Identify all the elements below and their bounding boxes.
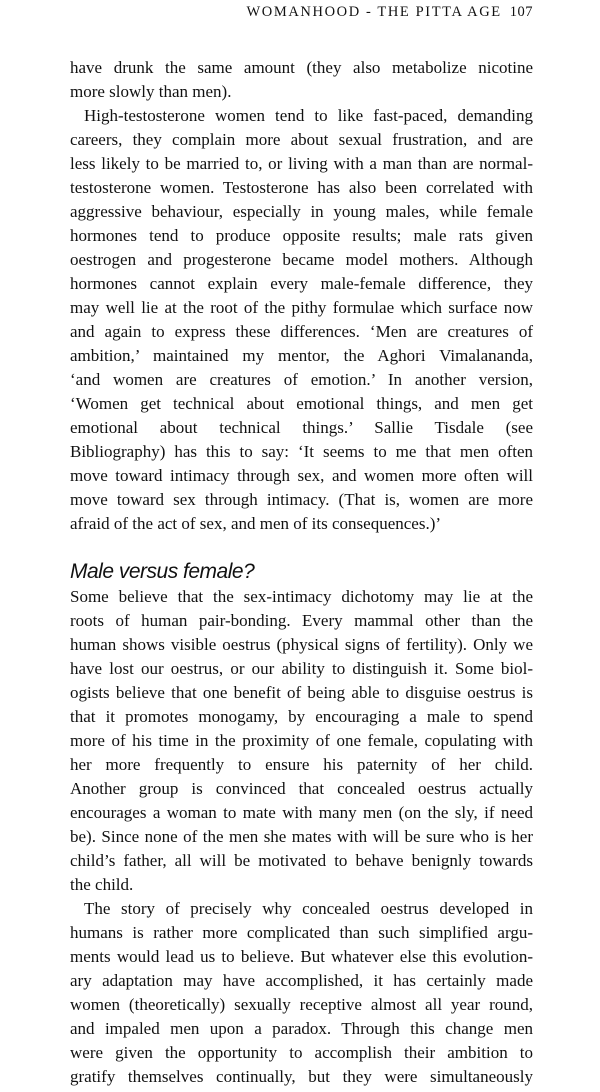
text-line: Bibliography) has this to say: ‘It seems to me that men often	[70, 442, 533, 461]
paragraph	[70, 104, 533, 536]
running-header	[247, 4, 534, 21]
text-line: may well lie at the root of the pithy formulae which surface now	[70, 298, 533, 317]
text-line: ogists believe that one benefit of being able to disguise oestrus is	[70, 683, 533, 702]
text-line: and again to express these differences. ‘Men are creatures of	[70, 322, 533, 341]
text-line: roots of human pair-bonding. Every mammal other than the	[70, 611, 533, 630]
text-line: testosterone women. Testosterone has also been correlated with	[70, 178, 533, 197]
text-line: and impaled men upon a paradox. Through this change men	[70, 1019, 533, 1038]
text-line: have drunk the same amount (they also metabolize nicotine	[70, 58, 533, 77]
text-line: emotional about technical things.’ Sallie Tisdale (see	[70, 418, 533, 437]
text-line: women (theoretically) sexually receptive almost all year round,	[70, 995, 533, 1014]
text-line: High-testosterone women tend to like fast-paced, demanding	[84, 106, 533, 125]
text-line: ambition,’ maintained my mentor, the Aghori Vimalananda,	[70, 346, 533, 365]
text-line: move toward sex through intimacy. (That is, women are more	[70, 490, 533, 509]
text-line: hormones cannot explain every male-female difference, they	[70, 274, 533, 293]
text-line: less likely to be married to, or living with a man than are normal-	[70, 154, 533, 173]
paragraph	[70, 897, 533, 1089]
text-line: ‘and women are creatures of emotion.’ In another version,	[70, 370, 533, 389]
text-line: afraid of the act of sex, and men of its consequences.)’	[70, 514, 442, 533]
text-line: be). Since none of the men she mates with will be sure who is her	[70, 827, 533, 846]
body-text-top	[70, 56, 533, 536]
text-line: gratify themselves continually, but they were simultaneously	[70, 1067, 533, 1086]
text-line: ‘Women get technical about emotional things, and men get	[70, 394, 533, 413]
text-line: child’s father, all will be motivated to behave benignly towards	[70, 851, 533, 870]
page-number: 107	[509, 4, 533, 20]
text-line: Another group is convinced that concealed oestrus actually	[70, 779, 533, 798]
text-line: hormones tend to produce opposite results; male rats given	[70, 226, 533, 245]
section-heading: Male versus female?	[70, 560, 255, 583]
text-line: ments would lead us to believe. But whatever else this evolution-	[70, 947, 533, 966]
text-line: more slowly than men).	[70, 82, 232, 101]
text-line: were given the opportunity to accomplish their ambition to	[70, 1043, 533, 1062]
text-line: the child.	[70, 875, 134, 894]
text-line: oestrogen and progesterone became model mothers. Although	[70, 250, 533, 269]
text-line: that it promotes monogamy, by encouraging a male to spend	[70, 707, 533, 726]
paragraph	[70, 585, 533, 897]
running-title: WOMANHOOD - THE PITTA AGE	[246, 4, 502, 20]
text-line: ary adaptation may have accomplished, it has certainly made	[70, 971, 533, 990]
text-line: have lost our oestrus, or our ability to distinguish it. Some biol-	[70, 659, 533, 678]
text-line: move toward intimacy through sex, and women more often will	[70, 466, 533, 485]
text-line: humans is rather more complicated than such simplified argu-	[70, 923, 533, 942]
text-line: human shows visible oestrus (physical signs of fertility). Only we	[70, 635, 533, 654]
body-text-bottom	[70, 585, 533, 1089]
text-line: aggressive behaviour, especially in young males, while female	[70, 202, 533, 221]
text-line: careers, they complain more about sexual frustration, and are	[70, 130, 533, 149]
text-line: more of his time in the proximity of one female, copulating with	[70, 731, 533, 750]
text-line: The story of precisely why concealed oestrus developed in	[84, 899, 533, 918]
text-line: her more frequently to ensure his paternity of her child.	[70, 755, 533, 774]
paragraph	[70, 56, 533, 104]
text-line: Some believe that the sex-intimacy dichotomy may lie at the	[70, 587, 533, 606]
text-line: encourages a woman to mate with many men (on the sly, if need	[70, 803, 533, 822]
